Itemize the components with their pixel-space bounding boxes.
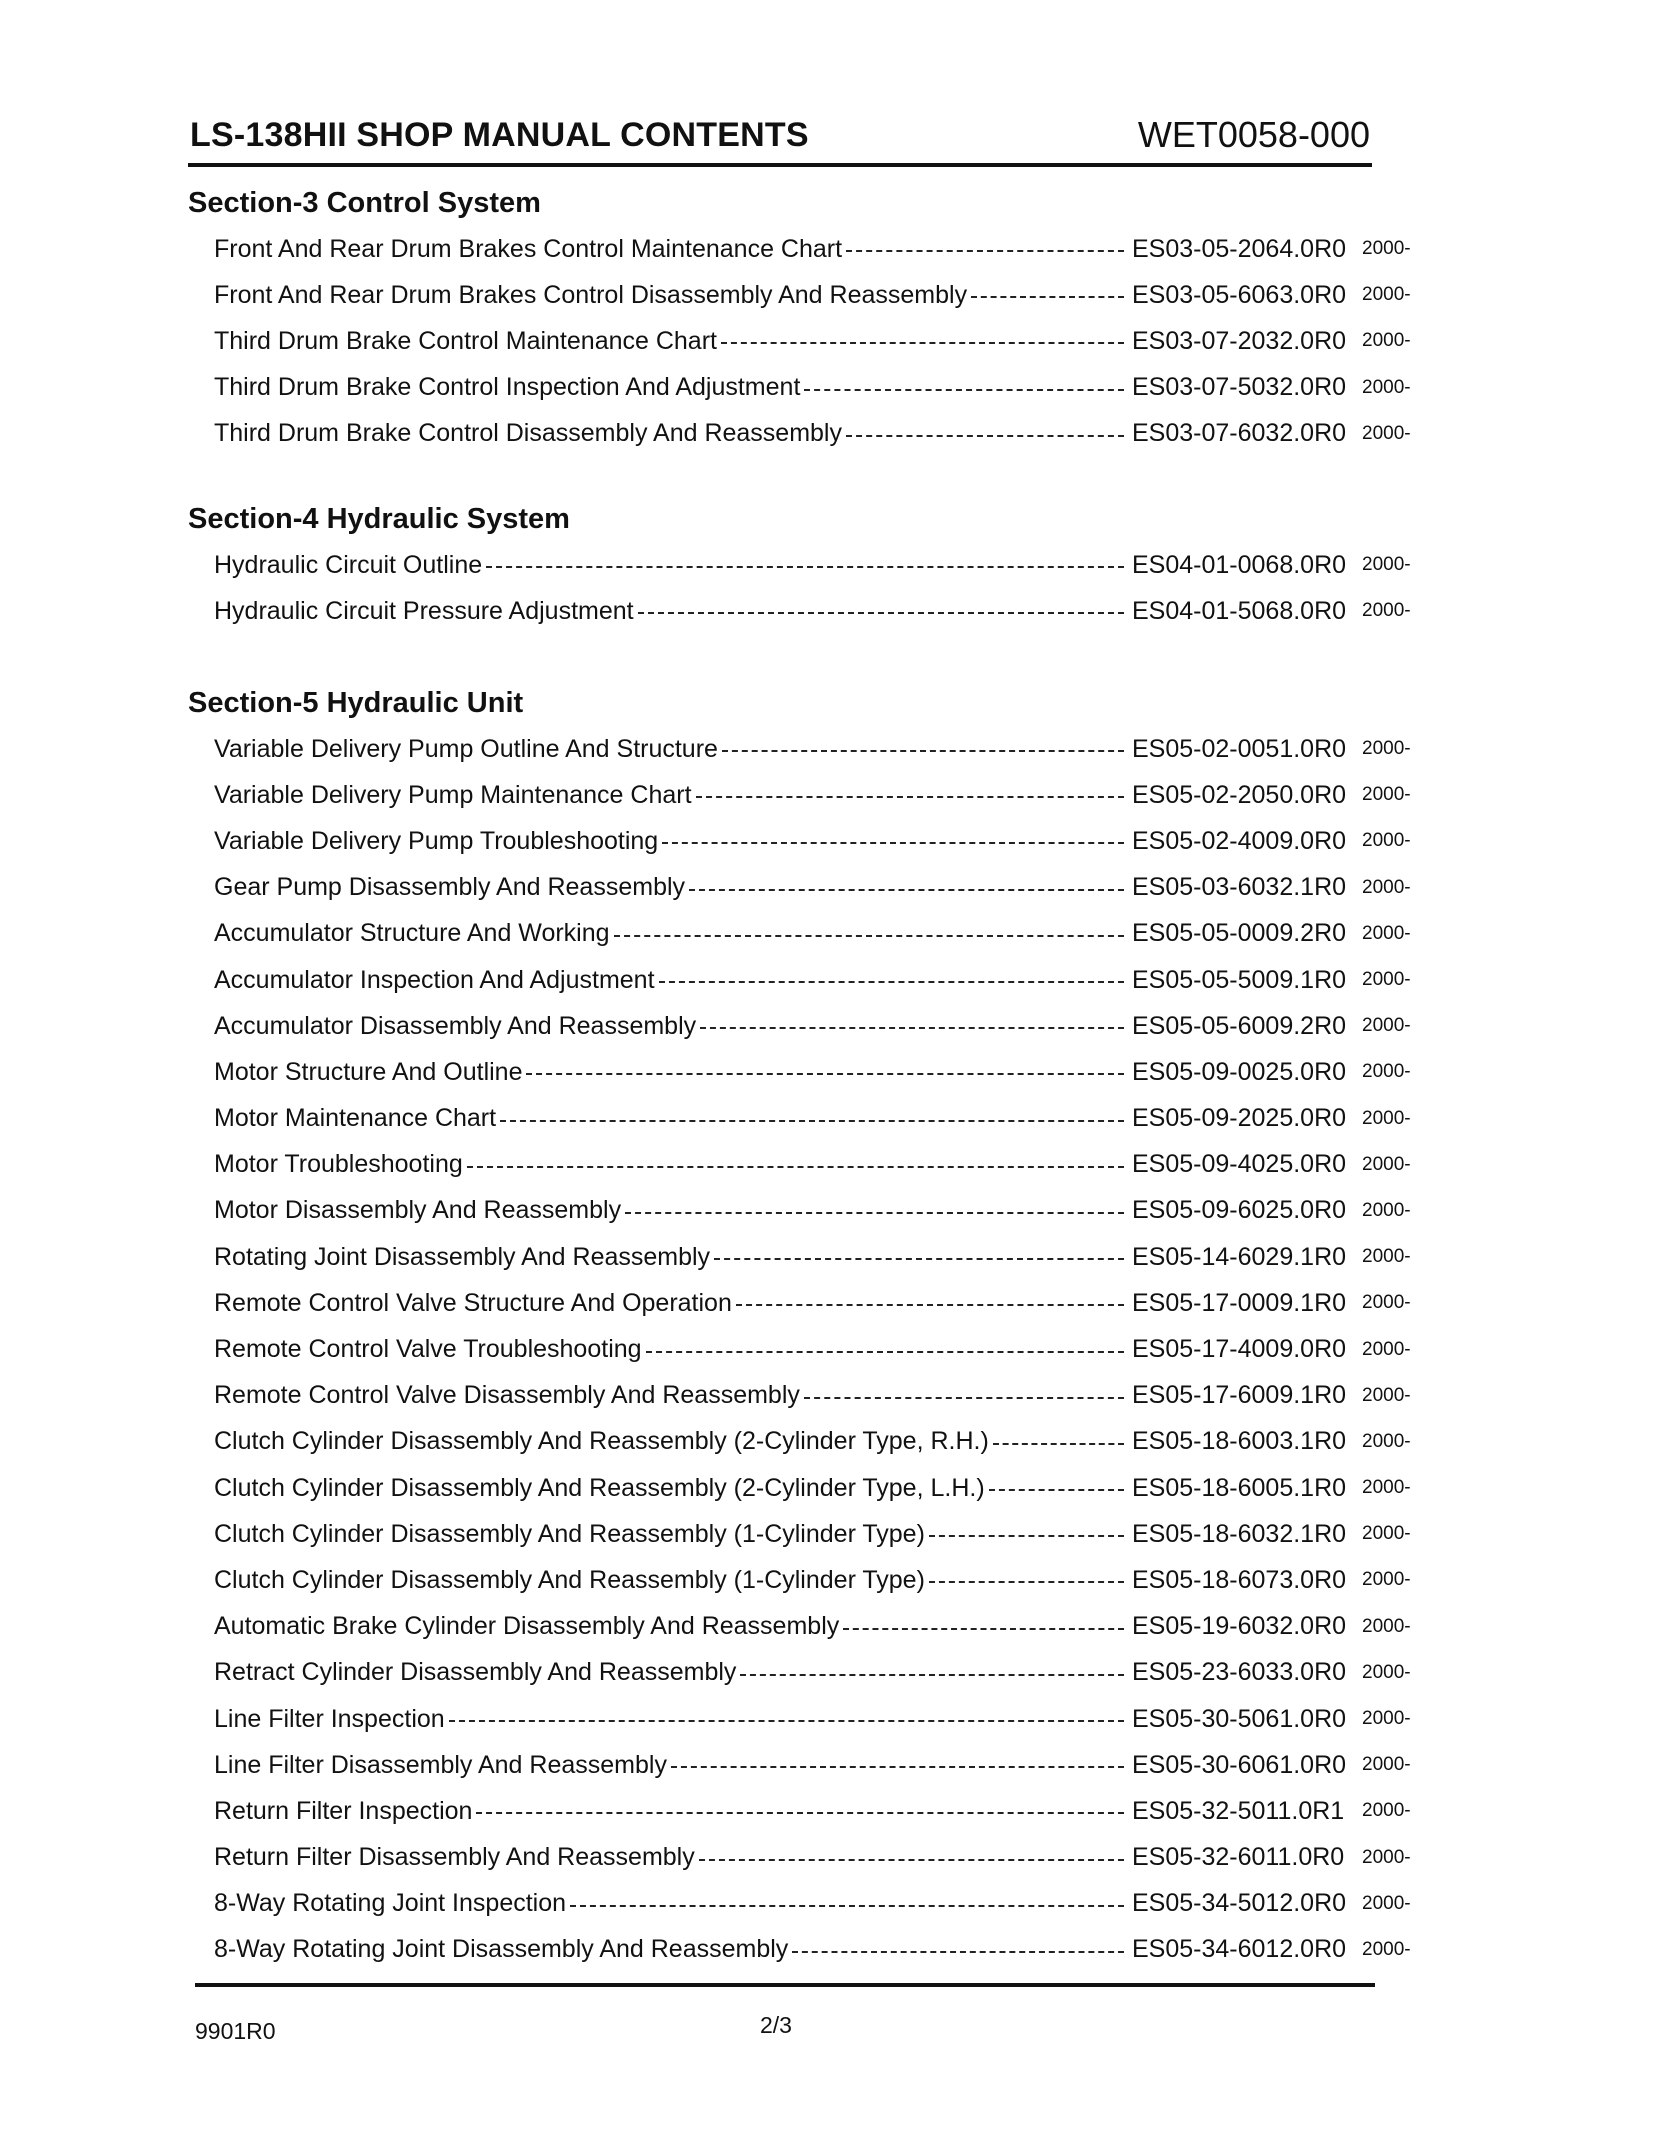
entry-code: ES03-05-6063.0R0 <box>1132 280 1347 309</box>
entry-code: ES04-01-5068.0R0 <box>1132 596 1347 625</box>
contents-entry <box>188 772 1438 818</box>
entry-title: Motor Structure And Outline <box>214 1057 523 1086</box>
entry-title: Variable Delivery Pump Troubleshooting <box>214 826 659 855</box>
dash-leader <box>646 1351 1124 1353</box>
dash-leader <box>625 1212 1124 1214</box>
dash-leader <box>700 1027 1124 1029</box>
entry-title: Motor Troubleshooting <box>214 1150 463 1179</box>
entry-title: Clutch Cylinder Disassembly And Reassembly (1-Cylinder Type) <box>214 1519 925 1548</box>
dash-leader <box>486 566 1124 568</box>
dash-leader <box>804 1397 1124 1399</box>
entry-code: ES05-02-2050.0R0 <box>1132 780 1347 809</box>
entry-year: 2000- <box>1362 1523 1411 1545</box>
dash-leader <box>614 935 1124 937</box>
entry-year: 2000- <box>1362 376 1411 398</box>
dash-leader <box>689 889 1124 891</box>
entry-title: Accumulator Structure And Working <box>214 919 610 948</box>
entry-year: 2000- <box>1362 969 1411 991</box>
dash-leader <box>721 342 1124 344</box>
entry-code: ES05-09-6025.0R0 <box>1132 1196 1347 1225</box>
entry-title: Third Drum Brake Control Maintenance Chart <box>214 326 717 355</box>
contents-entry <box>188 1280 1438 1326</box>
entry-code: ES05-05-5009.1R0 <box>1132 965 1347 994</box>
entry-year: 2000- <box>1362 1246 1411 1268</box>
dash-leader <box>989 1489 1124 1491</box>
entry-title: Front And Rear Drum Brakes Control Maintenance Chart <box>214 234 843 263</box>
entry-code: ES05-34-5012.0R0 <box>1132 1889 1347 1918</box>
contents-entry <box>188 542 1438 588</box>
section-2 <box>188 496 1438 634</box>
contents-entry <box>188 1326 1438 1372</box>
contents-entry <box>188 272 1438 318</box>
contents-entry <box>188 1234 1438 1280</box>
dash-leader <box>722 750 1124 752</box>
entry-code: ES05-30-5061.0R0 <box>1132 1704 1347 1733</box>
entry-title: Variable Delivery Pump Maintenance Chart <box>214 780 692 809</box>
entry-title: 8-Way Rotating Joint Disassembly And Reassembly <box>214 1935 789 1964</box>
dash-leader <box>736 1304 1124 1306</box>
entry-year: 2000- <box>1362 1754 1411 1776</box>
entry-code: ES03-05-2064.0R0 <box>1132 234 1347 263</box>
entry-year: 2000- <box>1362 1199 1411 1221</box>
dash-leader <box>476 1812 1124 1814</box>
dash-leader <box>971 296 1124 298</box>
dash-leader <box>792 1951 1124 1953</box>
dash-leader <box>500 1120 1124 1122</box>
contents-entry <box>188 1373 1438 1419</box>
entry-year: 2000- <box>1362 1800 1411 1822</box>
dash-leader <box>843 1628 1124 1630</box>
entry-code: ES05-09-2025.0R0 <box>1132 1104 1347 1133</box>
entry-code: ES05-32-5011.0R1 <box>1132 1796 1345 1825</box>
section-title: Section-3 Control System <box>188 187 541 219</box>
entry-code: ES05-19-6032.0R0 <box>1132 1612 1347 1641</box>
contents-entry <box>188 1465 1438 1511</box>
entry-year: 2000- <box>1362 1015 1411 1037</box>
entry-code: ES03-07-6032.0R0 <box>1132 419 1347 448</box>
entry-title: Line Filter Disassembly And Reassembly <box>214 1750 667 1779</box>
dash-leader <box>659 981 1124 983</box>
entry-title: Rotating Joint Disassembly And Reassembly <box>214 1242 711 1271</box>
entry-title: Remote Control Valve Troubleshooting <box>214 1335 642 1364</box>
footer-revision: 9901R0 <box>195 2018 276 2044</box>
entry-year: 2000- <box>1362 1107 1411 1129</box>
entry-code: ES03-07-5032.0R0 <box>1132 373 1347 402</box>
entry-code: ES05-05-6009.2R0 <box>1132 1011 1347 1040</box>
entry-title: Remote Control Valve Disassembly And Reassembly <box>214 1381 800 1410</box>
contents-entry <box>188 1049 1438 1095</box>
entry-title: Line Filter Inspection <box>214 1704 445 1733</box>
contents-entry <box>188 1881 1438 1927</box>
entry-year: 2000- <box>1362 1661 1411 1683</box>
entry-code: ES05-18-6073.0R0 <box>1132 1565 1347 1594</box>
entry-year: 2000- <box>1362 1338 1411 1360</box>
contents-entry <box>188 1696 1438 1742</box>
entry-title: Retract Cylinder Disassembly And Reassembly <box>214 1658 737 1687</box>
contents-entry <box>188 1742 1438 1788</box>
dash-leader <box>846 250 1124 252</box>
entry-year: 2000- <box>1362 554 1411 576</box>
dash-leader <box>570 1905 1124 1907</box>
entry-year: 2000- <box>1362 284 1411 306</box>
dash-leader <box>449 1720 1124 1722</box>
section-title: Section-5 Hydraulic Unit <box>188 687 524 719</box>
dash-leader <box>929 1535 1124 1537</box>
entry-code: ES05-09-0025.0R0 <box>1132 1057 1347 1086</box>
dash-leader <box>740 1674 1124 1676</box>
entry-code: ES05-05-0009.2R0 <box>1132 919 1347 948</box>
entry-code: ES05-18-6003.1R0 <box>1132 1427 1347 1456</box>
entry-year: 2000- <box>1362 1892 1411 1914</box>
entry-title: Clutch Cylinder Disassembly And Reassembly (1-Cylinder Type) <box>214 1565 925 1594</box>
entry-code: ES05-17-6009.1R0 <box>1132 1381 1347 1410</box>
entry-code: ES05-23-6033.0R0 <box>1132 1658 1347 1687</box>
document-number: WET0058-000 <box>1137 114 1370 155</box>
entry-year: 2000- <box>1362 1846 1411 1868</box>
entry-title: Return Filter Inspection <box>214 1796 473 1825</box>
entry-title: Remote Control Valve Structure And Operation <box>214 1288 732 1317</box>
contents-entry <box>188 957 1438 1003</box>
dash-leader <box>846 435 1124 437</box>
entry-code: ES05-03-6032.1R0 <box>1132 873 1347 902</box>
entry-code: ES05-18-6032.1R0 <box>1132 1519 1347 1548</box>
entry-code: ES05-17-4009.0R0 <box>1132 1335 1347 1364</box>
entry-code: ES05-02-0051.0R0 <box>1132 734 1347 763</box>
entry-year: 2000- <box>1362 238 1411 260</box>
contents-entry <box>188 1096 1438 1142</box>
entry-title: Gear Pump Disassembly And Reassembly <box>214 873 686 902</box>
entry-year: 2000- <box>1362 422 1411 444</box>
entry-title: Accumulator Disassembly And Reassembly <box>214 1011 697 1040</box>
contents-entry <box>188 865 1438 911</box>
dash-leader <box>929 1581 1124 1583</box>
entry-title: Motor Disassembly And Reassembly <box>214 1196 622 1225</box>
entry-code: ES05-02-4009.0R0 <box>1132 826 1347 855</box>
contents-entry <box>188 911 1438 957</box>
entry-year: 2000- <box>1362 1938 1411 1960</box>
entry-title: Clutch Cylinder Disassembly And Reassembly (2-Cylinder Type, R.H.) <box>214 1427 989 1456</box>
entry-year: 2000- <box>1362 1430 1411 1452</box>
entry-title: 8-Way Rotating Joint Inspection <box>214 1889 567 1918</box>
contents-entry <box>188 1511 1438 1557</box>
entry-year: 2000- <box>1362 1569 1411 1591</box>
dash-leader <box>804 389 1124 391</box>
dash-leader <box>714 1258 1124 1260</box>
entry-title: Hydraulic Circuit Outline <box>214 550 483 579</box>
contents-entry <box>188 1003 1438 1049</box>
document-title: LS-138HII SHOP MANUAL CONTENTS <box>190 116 809 154</box>
entry-year: 2000- <box>1362 1384 1411 1406</box>
contents-entry <box>188 226 1438 272</box>
dash-leader <box>526 1073 1124 1075</box>
page-header <box>190 112 1370 162</box>
entry-code: ES05-17-0009.1R0 <box>1132 1288 1347 1317</box>
entry-year: 2000- <box>1362 1615 1411 1637</box>
section-3 <box>188 680 1438 1973</box>
entry-code: ES05-18-6005.1R0 <box>1132 1473 1347 1502</box>
entry-year: 2000- <box>1362 1153 1411 1175</box>
dash-leader <box>671 1766 1124 1768</box>
footer-rule <box>195 1983 1375 1987</box>
entry-year: 2000- <box>1362 738 1411 760</box>
contents-entry <box>188 1788 1438 1834</box>
contents-entry <box>188 318 1438 364</box>
contents-entry <box>188 1650 1438 1696</box>
entry-year: 2000- <box>1362 600 1411 622</box>
contents-entry <box>188 588 1438 634</box>
entry-year: 2000- <box>1362 1061 1411 1083</box>
entry-year: 2000- <box>1362 1477 1411 1499</box>
entry-code: ES05-32-6011.0R0 <box>1132 1843 1345 1872</box>
dash-leader <box>696 796 1124 798</box>
entry-code: ES05-09-4025.0R0 <box>1132 1150 1347 1179</box>
entry-year: 2000- <box>1362 830 1411 852</box>
section-1 <box>188 180 1438 457</box>
contents-entry <box>188 411 1438 457</box>
entry-title: Return Filter Disassembly And Reassembly <box>214 1843 695 1872</box>
entry-code: ES03-07-2032.0R0 <box>1132 326 1347 355</box>
entry-title: Third Drum Brake Control Inspection And Adjustment <box>214 373 801 402</box>
entry-code: ES05-14-6029.1R0 <box>1132 1242 1347 1271</box>
contents-entry <box>188 1604 1438 1650</box>
contents-entry <box>188 365 1438 411</box>
contents-entry <box>188 1188 1438 1234</box>
contents-entry <box>188 1419 1438 1465</box>
entry-year: 2000- <box>1362 922 1411 944</box>
entry-code: ES04-01-0068.0R0 <box>1132 550 1347 579</box>
contents-entry <box>188 726 1438 772</box>
dash-leader <box>993 1443 1124 1445</box>
dash-leader <box>699 1859 1124 1861</box>
contents-entry <box>188 1927 1438 1973</box>
entry-title: Motor Maintenance Chart <box>214 1104 497 1133</box>
entry-year: 2000- <box>1362 876 1411 898</box>
entry-year: 2000- <box>1362 1708 1411 1730</box>
section-title: Section-4 Hydraulic System <box>188 503 570 535</box>
entry-title: Third Drum Brake Control Disassembly And Reassembly <box>214 419 842 448</box>
entry-code: ES05-34-6012.0R0 <box>1132 1935 1347 1964</box>
entry-year: 2000- <box>1362 330 1411 352</box>
contents-entry <box>188 1557 1438 1603</box>
entry-title: Automatic Brake Cylinder Disassembly And Reassembly <box>214 1612 840 1641</box>
contents-entry <box>188 1835 1438 1881</box>
dash-leader <box>467 1166 1124 1168</box>
dash-leader <box>638 612 1124 614</box>
entry-title: Clutch Cylinder Disassembly And Reassembly (2-Cylinder Type, L.H.) <box>214 1473 985 1502</box>
entry-title: Variable Delivery Pump Outline And Structure <box>214 734 718 763</box>
entry-year: 2000- <box>1362 784 1411 806</box>
contents-entry <box>188 818 1438 864</box>
entry-title: Hydraulic Circuit Pressure Adjustment <box>214 596 634 625</box>
header-rule <box>188 163 1372 167</box>
entry-year: 2000- <box>1362 1292 1411 1314</box>
contents-entry <box>188 1142 1438 1188</box>
entry-title: Front And Rear Drum Brakes Control Disassembly And Reassembly <box>214 280 968 309</box>
dash-leader <box>662 842 1124 844</box>
entry-title: Accumulator Inspection And Adjustment <box>214 965 655 994</box>
entry-code: ES05-30-6061.0R0 <box>1132 1750 1347 1779</box>
footer-page-number: 2/3 <box>760 2012 792 2038</box>
